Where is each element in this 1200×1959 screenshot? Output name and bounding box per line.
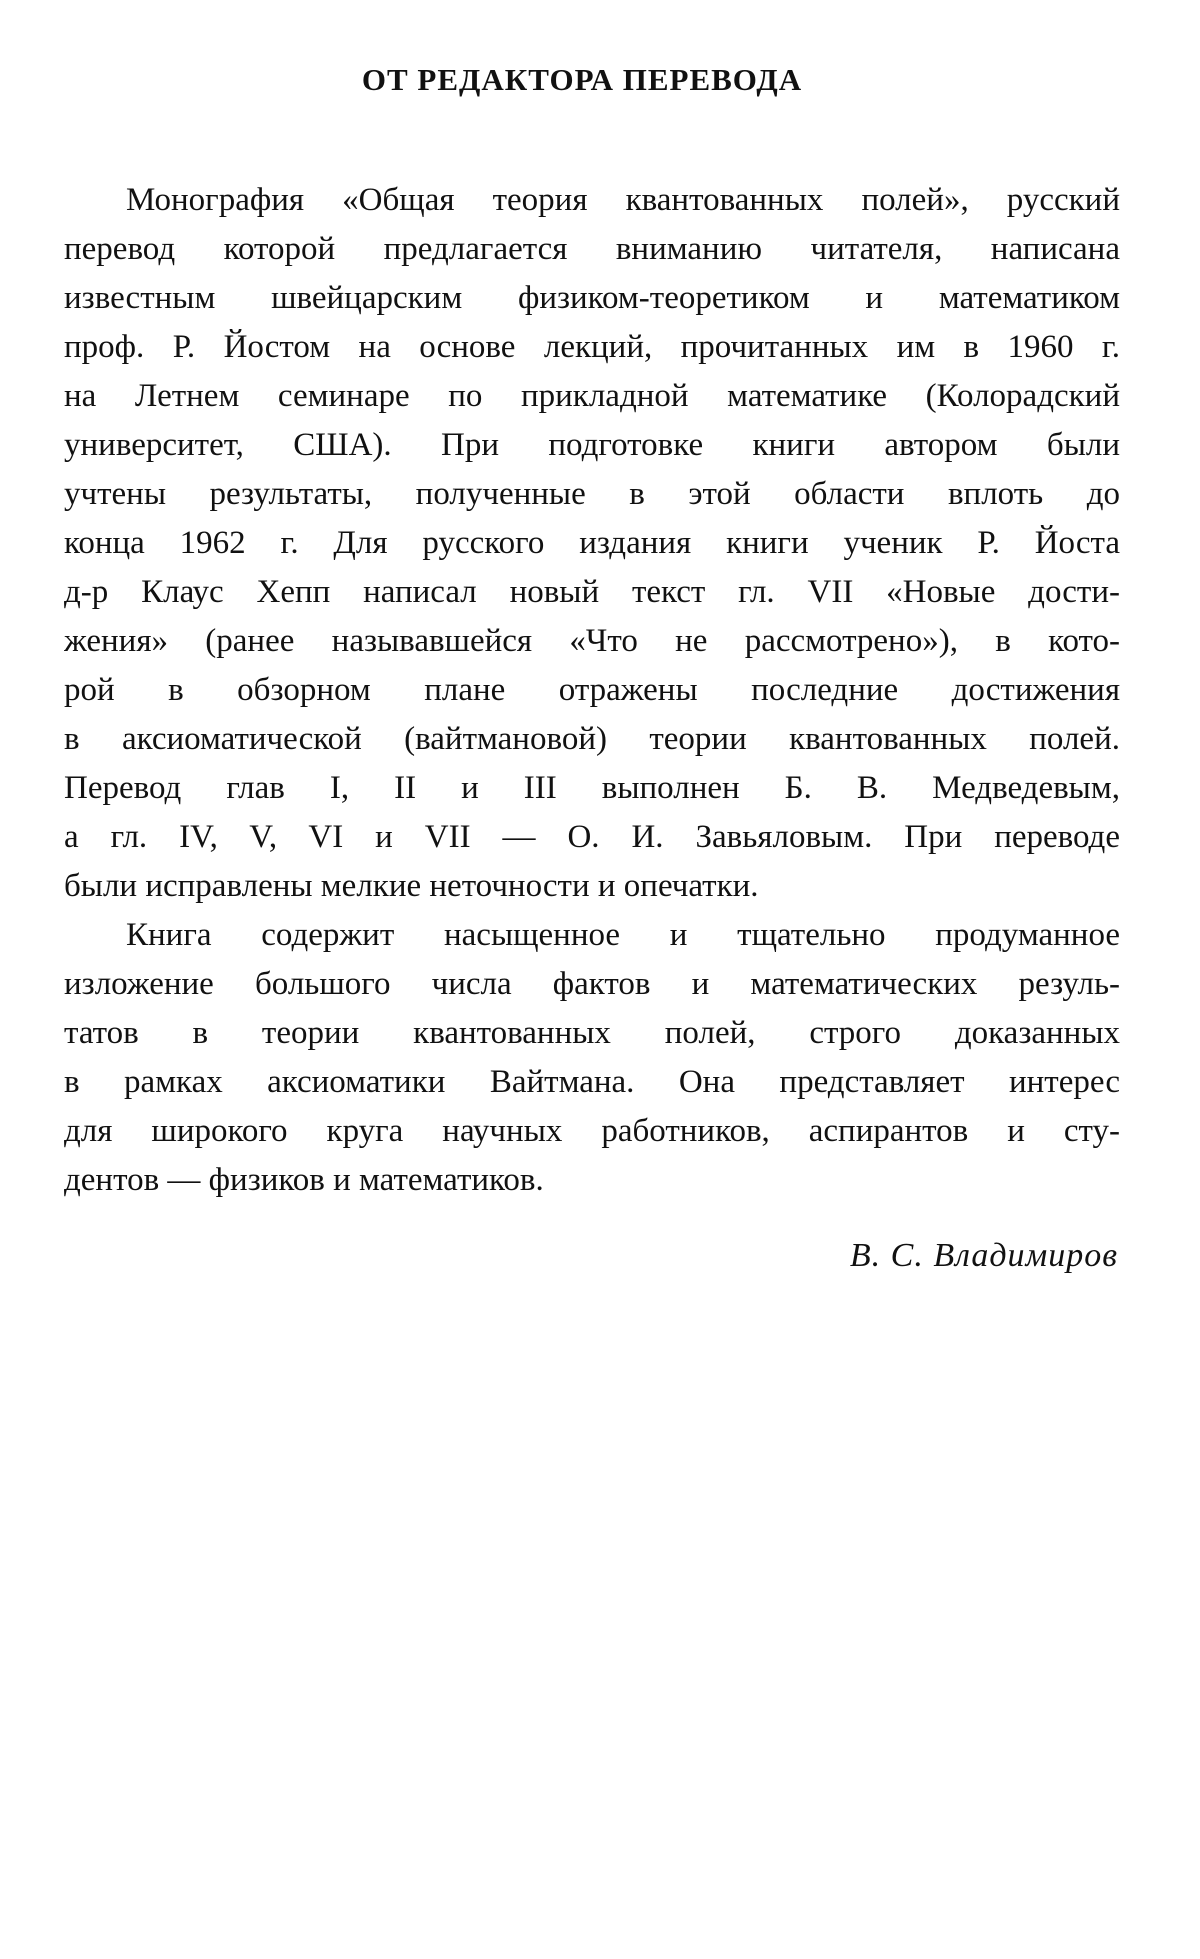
- page: [64, 52, 1120, 1281]
- paragraph-1: [64, 176, 1120, 911]
- signature: В. С. Владимиров: [849, 1237, 1118, 1274]
- text-line: рой в обзорном плане отражены последние достижения: [64, 672, 1120, 708]
- text-line: перевод которой предлагается вниманию читателя, написана: [64, 231, 1120, 267]
- text-line: дентов — физиков и математиков.: [64, 1162, 544, 1198]
- text-line: на Летнем семинаре по прикладной математике (Колорадский: [64, 378, 1120, 414]
- text-line: были исправлены мелкие неточности и опечатки.: [64, 868, 759, 904]
- text-line: университет, США). При подготовке книги автором были: [64, 427, 1120, 463]
- page-title: ОТ РЕДАКТОРА ПЕРЕВОДА: [361, 62, 803, 97]
- text-line: Книга содержит насыщенное и тщательно продуманное: [126, 917, 1120, 953]
- text-line: изложение большого числа фактов и математических резуль-: [64, 966, 1120, 1002]
- text-line: а гл. IV, V, VI и VII — О. И. Завьяловым. При переводе: [64, 819, 1120, 855]
- text-line: конца 1962 г. Для русского издания книги ученик Р. Йоста: [64, 525, 1120, 561]
- preface-body: [64, 176, 1120, 1205]
- paragraph-2: [64, 911, 1120, 1205]
- text-line: учтены результаты, полученные в этой области вплоть до: [64, 476, 1120, 512]
- text-line: жения» (ранее называвшейся «Что не рассмотрено»), в кото-: [64, 623, 1120, 659]
- text-line: в рамках аксиоматики Вайтмана. Она представляет интерес: [64, 1064, 1120, 1100]
- text-line: для широкого круга научных работников, аспирантов и сту-: [64, 1113, 1120, 1149]
- text-line: Монография «Общая теория квантованных полей», русский: [126, 182, 1120, 218]
- text-line: в аксиоматической (вайтмановой) теории квантованных полей.: [64, 721, 1120, 757]
- text-line: известным швейцарским физиком-теоретиком и математиком: [64, 280, 1120, 316]
- text-line: татов в теории квантованных полей, строго доказанных: [64, 1015, 1120, 1051]
- text-line: д-р Клаус Хепп написал новый текст гл. VII «Новые дости-: [64, 574, 1120, 610]
- text-line: проф. Р. Йостом на основе лекций, прочитанных им в 1960 г.: [64, 329, 1120, 365]
- text-line: Перевод глав I, II и III выполнен Б. В. Медведевым,: [64, 770, 1120, 806]
